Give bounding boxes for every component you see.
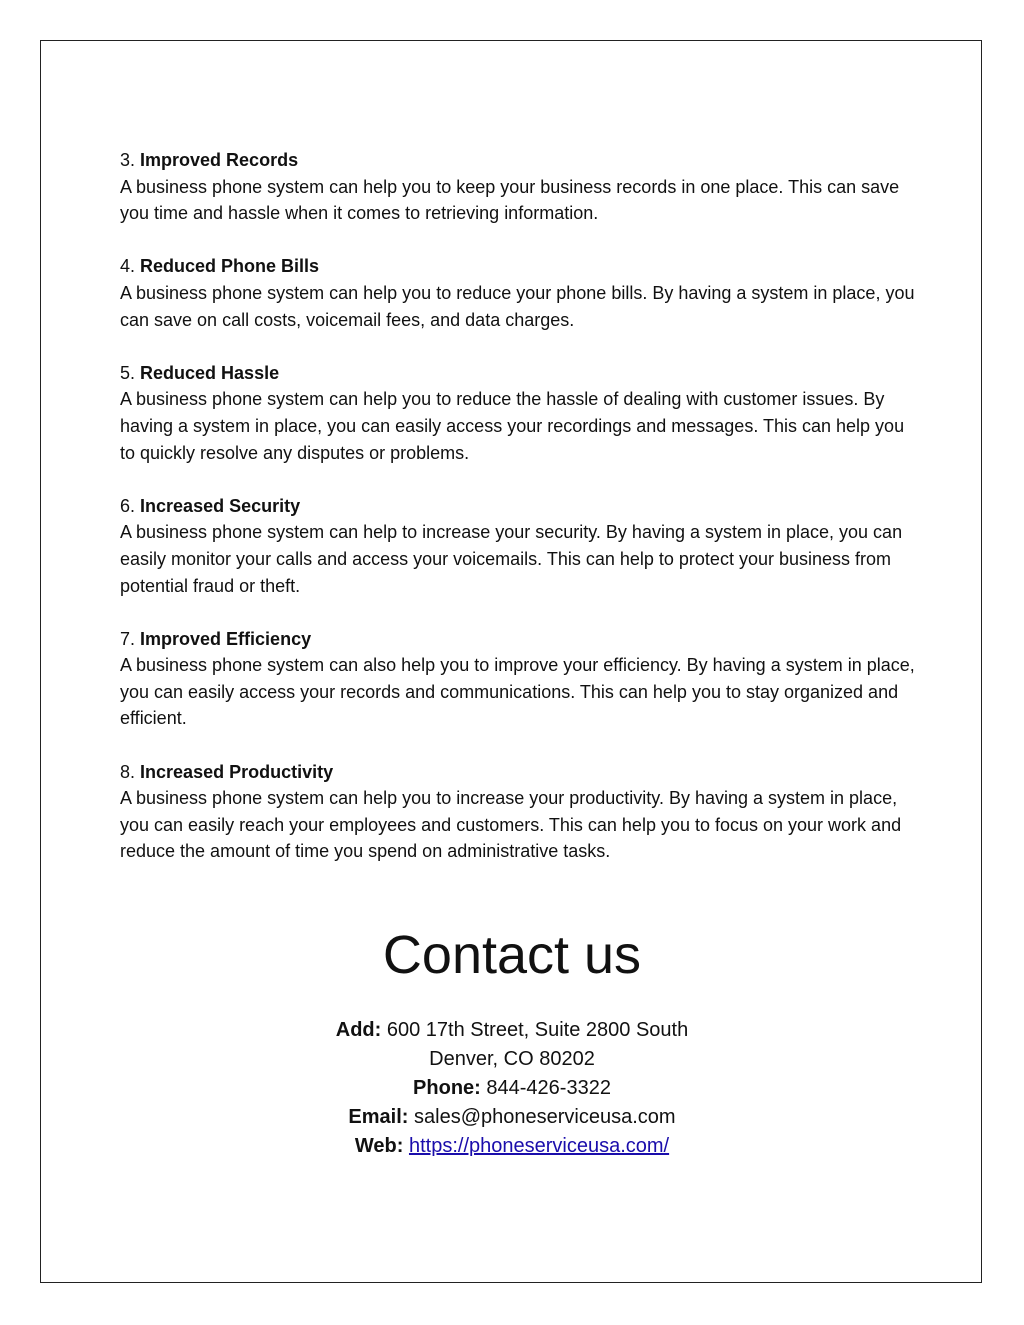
phone-label: Phone: [413, 1077, 481, 1099]
benefit-title: Reduced Hassle [140, 362, 280, 383]
benefit-body: A business phone system can help you to reduce the hassle of dealing with customer issues. By having a system in place, you can easily access your recordings and messages. This can help you to quickly resolve any disputes or problems. [120, 389, 905, 463]
benefit-heading [120, 626, 920, 653]
benefit-title: Improved Records [140, 150, 299, 170]
benefit-heading [120, 759, 920, 786]
benefit-body: A business phone system can help you to reduce your phone bills. By having a system in place, you can save on call costs, voicemail fees, and data charges. [120, 282, 915, 330]
web-line [0, 1132, 1024, 1161]
benefit-heading [120, 253, 920, 280]
contact-heading: Contact us [382, 925, 642, 985]
benefit-number: 3. [120, 150, 136, 170]
benefit-body: A business phone system can also help you to improve your efficiency. By having a system in place, you can easily access your records and communications. This can help you to stay organized and efficient. [120, 655, 915, 729]
benefit-item [120, 759, 920, 865]
email-value: sales@phoneserviceusa.com [414, 1106, 676, 1128]
benefit-body: A business phone system can help you to keep your business records in one place. This can save you time and hassle when it comes to retrieving information. [120, 176, 900, 224]
phone-line [0, 1074, 1024, 1103]
address-value: 600 17th Street, Suite 2800 South [386, 1019, 689, 1041]
benefit-body: A business phone system can help you to increase your productivity. By having a system in place, you can easily reach your employees and customers. This can help you to focus on your work and reduce the amount of time you spend on administrative tasks. [120, 788, 902, 862]
benefits-list [120, 147, 920, 892]
email-label: Email: [348, 1106, 409, 1128]
benefit-number: 5. [120, 362, 136, 383]
benefit-title: Reduced Phone Bills [140, 256, 320, 277]
address-line-2: Denver, CO 80202 [429, 1048, 595, 1070]
benefit-heading [120, 493, 920, 520]
benefit-heading [120, 147, 920, 174]
benefit-number: 7. [120, 628, 136, 649]
contact-details [0, 1016, 1024, 1161]
address-label: Add: [335, 1019, 382, 1041]
phone-value: 844-426-3322 [486, 1077, 611, 1099]
web-label: Web: [354, 1135, 404, 1157]
benefit-item [120, 360, 920, 466]
benefit-title: Increased Security [140, 495, 301, 516]
benefit-number: 4. [120, 256, 136, 277]
benefit-item [120, 147, 920, 227]
benefit-item [120, 493, 920, 599]
benefit-number: 8. [120, 761, 136, 782]
address-line-1 [0, 1016, 1024, 1045]
benefit-number: 6. [120, 495, 136, 516]
benefit-title: Improved Efficiency [140, 628, 312, 649]
website-link[interactable]: https://phoneserviceusa.com/ [408, 1135, 670, 1157]
benefit-title: Increased Productivity [140, 761, 334, 782]
benefit-body: A business phone system can help to increase your security. By having a system in place, you can easily monitor your calls and access your voicemails. This can help to protect your business from potential fraud or theft. [120, 522, 903, 596]
benefit-heading [120, 360, 920, 387]
benefit-item [120, 626, 920, 732]
benefit-item [120, 253, 920, 333]
email-line [0, 1103, 1024, 1132]
